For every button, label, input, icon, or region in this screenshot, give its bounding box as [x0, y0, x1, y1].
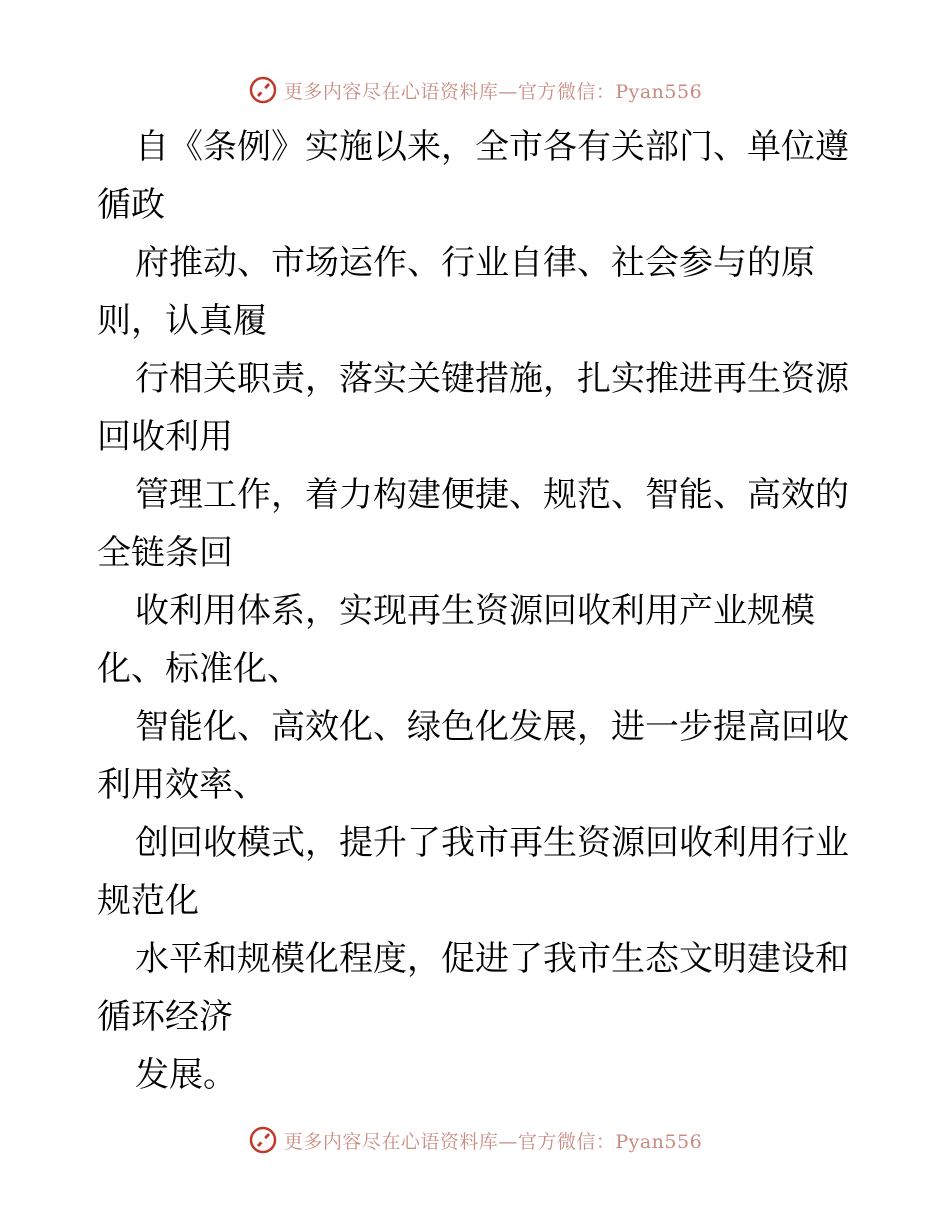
paragraph-line: 利用效率、 [97, 765, 267, 805]
paragraph-line: 循政 [97, 185, 165, 225]
paragraph-line: 行相关职责，落实关键措施，扎实推进再生资源 [135, 359, 849, 399]
paragraph-line: 智能化、高效化、绿色化发展，进一步提高回收 [135, 707, 849, 747]
header-banner-text: 更多内容尽在心语资料库—官方微信：Pyan556 [283, 80, 703, 103]
paragraph-line: 循环经济 [97, 997, 233, 1037]
paragraph-line: 管理工作，着力构建便捷、规范、智能、高效的 [135, 475, 849, 515]
paragraph-line: 收利用体系，实现再生资源回收利用产业规模 [135, 591, 815, 631]
logo-icon [248, 75, 278, 105]
footer-banner [0, 1120, 950, 1160]
paragraph-line: 发展。 [135, 1055, 237, 1095]
paragraph-line: 化、标准化、 [97, 649, 301, 689]
paragraph-line: 府推动、市场运作、行业自律、社会参与的原 [135, 243, 815, 283]
paragraph-line: 创回收模式，提升了我市再生资源回收利用行业 [135, 823, 849, 863]
paragraph-line: 回收利用 [97, 417, 233, 457]
document-body [97, 118, 857, 1104]
paragraph-line: 自《条例》实施以来，全市各有关部门、单位遵 [135, 127, 849, 167]
paragraph-line: 全链条回 [97, 533, 233, 573]
paragraph-line: 水平和规模化程度，促进了我市生态文明建设和 [135, 939, 849, 979]
paragraph-line: 则，认真履 [97, 301, 267, 341]
header-banner [0, 70, 950, 110]
paragraph-line: 规范化 [97, 881, 199, 921]
footer-banner-text: 更多内容尽在心语资料库—官方微信：Pyan556 [283, 1130, 703, 1153]
logo-icon [248, 1125, 278, 1155]
